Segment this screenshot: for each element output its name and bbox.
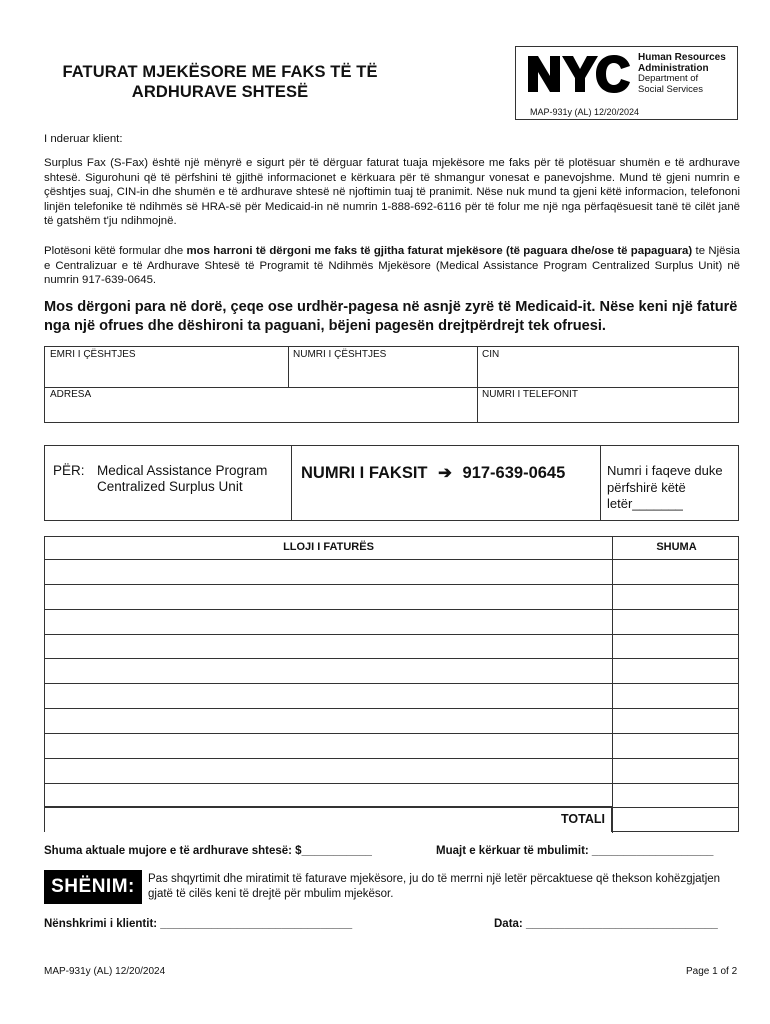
table-row[interactable] bbox=[45, 609, 738, 610]
instructions-text-c: te Njësia e Centralizuar e të Ardhurave Shtesë të Programit të Ndihmës Mjekësore (Medical Assistance Program Centralized Surplus Unit) në numrin 917-639-0645. bbox=[44, 245, 741, 286]
pages-line-2: përfshirë këtë bbox=[607, 479, 686, 495]
instructions-text-a: Plotësoni këtë formular dhe bbox=[44, 245, 187, 257]
amount-header: SHUMA bbox=[656, 541, 697, 553]
recipient bbox=[97, 463, 267, 495]
client-signature-field[interactable]: Nënshkrimi i klientit: ______________________________ bbox=[44, 918, 353, 930]
table-row[interactable] bbox=[45, 758, 738, 759]
cin-field[interactable]: CIN bbox=[482, 349, 500, 360]
form-code-header: MAP-931y (AL) 12/20/2024 bbox=[530, 107, 640, 117]
footer-form-code: MAP-931y (AL) 12/20/2024 bbox=[44, 966, 166, 977]
table-row[interactable] bbox=[45, 783, 738, 784]
fax-number: 917-639-0645 bbox=[462, 464, 566, 482]
fax-label: NUMRI I FAKSIT bbox=[301, 464, 428, 482]
total-label: TOTALI bbox=[561, 812, 605, 826]
pages-count[interactable] bbox=[607, 463, 723, 513]
instructions-paragraph bbox=[44, 244, 740, 288]
to-label: PËR: bbox=[53, 463, 85, 478]
logo-line-1: Human Resources bbox=[638, 52, 726, 63]
instructions-text-bold: mos harroni të dërgoni me faks të gjitha faturat mjekësore (të paguara dhe/ose të papaguara) bbox=[186, 245, 693, 257]
payment-warning: Mos dërgoni para në dorë, çeqe ose urdhër-pagesa në asnjë zyrë të Medicaid-it. Nëse keni një faturë nga një ofrues dhe dëshironi ta paguani, bëjeni pagesën drejtpërdrejt tek ofruesi. bbox=[44, 299, 738, 334]
note-text: Pas shqyrtimit dhe miratimit të faturave mjekësore, ju do të merrni një letër përcaktuese që thekson kohëzgjatjen gjatë të cilës keni të drejtë për mbulim mjekësor. bbox=[148, 873, 721, 900]
case-name-field[interactable]: EMRI I ÇËSHTJES bbox=[50, 349, 136, 360]
case-number-field[interactable]: NUMRI I ÇËSHTJES bbox=[293, 349, 387, 360]
table-row[interactable] bbox=[45, 708, 738, 709]
table-row[interactable] bbox=[45, 733, 738, 734]
table-row[interactable] bbox=[45, 634, 738, 635]
fax-number-line bbox=[301, 463, 565, 483]
address-field[interactable]: ADRESA bbox=[50, 389, 92, 400]
fax-cover-box bbox=[44, 445, 739, 521]
note-badge: SHËNIM: bbox=[44, 870, 142, 904]
total-amount-field[interactable] bbox=[611, 806, 739, 832]
pages-line-3: letër_______ bbox=[607, 496, 683, 511]
form-title: FATURAT MJEKËSORE ME FAKS TË TË ARDHURAVE SHTESË bbox=[62, 63, 378, 101]
nyc-logo-icon bbox=[526, 52, 634, 96]
phone-field[interactable]: NUMRI I TELEFONIT bbox=[482, 389, 578, 400]
bills-table bbox=[44, 536, 739, 832]
surplus-amount-field[interactable]: Shuma aktuale mujore e të ardhurave shtesë: $___________ bbox=[44, 845, 372, 857]
date-field[interactable]: Data: ______________________________ bbox=[494, 918, 718, 930]
bill-type-header: LLOJI I FATURËS bbox=[283, 541, 374, 553]
recipient-line-1: Medical Assistance Program bbox=[97, 463, 268, 478]
table-row[interactable] bbox=[45, 584, 738, 585]
client-info-table bbox=[44, 346, 739, 423]
page-number: Page 1 of 2 bbox=[686, 966, 738, 977]
greeting: I nderuar klient: bbox=[44, 133, 123, 145]
recipient-line-2: Centralized Surplus Unit bbox=[97, 479, 243, 494]
agency-logo-box bbox=[515, 46, 738, 120]
intro-paragraph: Surplus Fax (S-Fax) është një mënyrë e sigurt për të dërguar faturat tuaja mjekësore me faks për të plotësuar shumën e të ardhurave shtesë. Sigurohuni që të përfshini të gjithë informacionet e kërkuara për të shmangur vonesat e panevojshme. Mund të gjeni numrin e çështjes suaj, CIN-in dhe shumën e të ardhurave shtesë në njoftimin tuaj të pranimit. Nëse nuk mund ta gjeni këtë informacion, telefononi linjën telefonike të ndihmës së HRA-së për Medicaid-in në numrin 1-888-692-6116 për të folur me një nga përfaqësuesit tanë të cilët janë të gatshëm t'ju ndihmojnë. bbox=[44, 157, 740, 227]
logo-line-4: Social Services bbox=[638, 83, 703, 95]
table-row[interactable] bbox=[45, 658, 738, 659]
coverage-months-field[interactable]: Muajt e kërkuar të mbulimit: ___________________ bbox=[436, 845, 714, 857]
logo-line-3: Department of bbox=[638, 73, 699, 84]
table-row[interactable] bbox=[45, 683, 738, 684]
arrow-right-icon: ➔ bbox=[438, 464, 452, 482]
logo-line-2: Administration bbox=[638, 62, 709, 74]
pages-line-1: Numri i faqeve duke bbox=[607, 463, 723, 478]
